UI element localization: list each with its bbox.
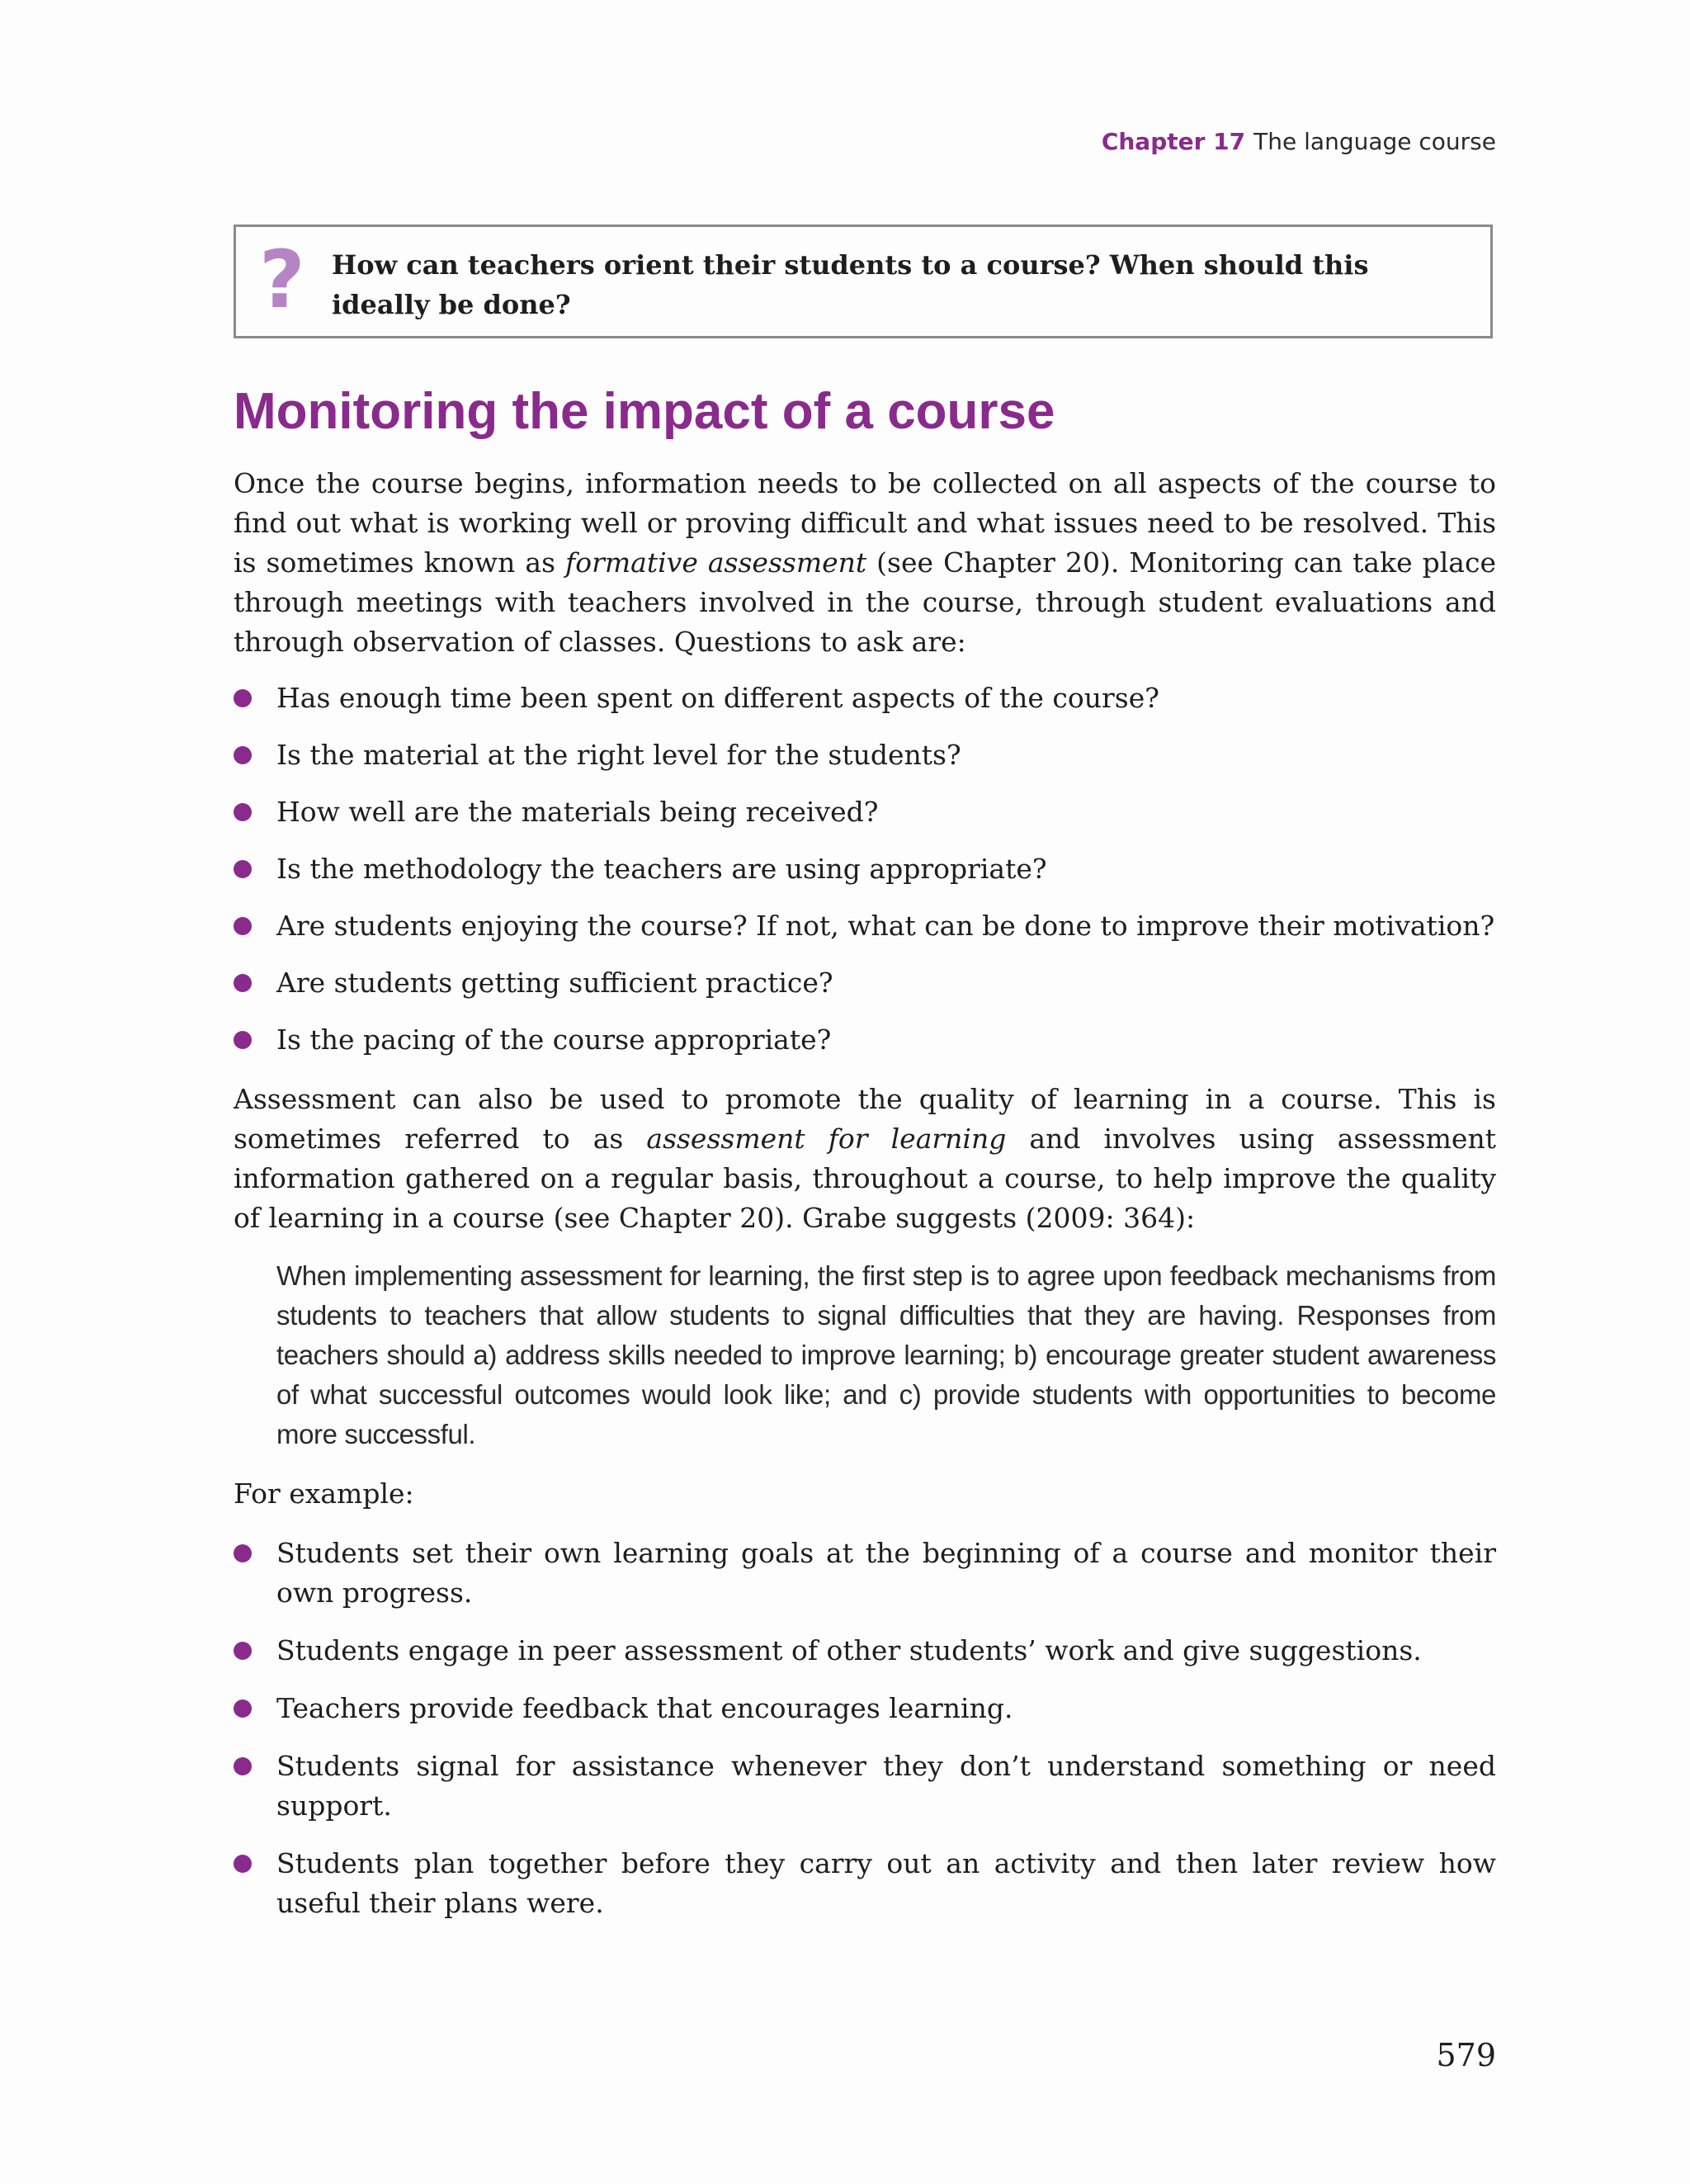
term-formative-assessment: formative assessment	[565, 546, 867, 579]
reflection-question-text: How can teachers orient their students to a course? When should this ideally be done?	[332, 249, 1369, 320]
page-number: 579	[1436, 2037, 1496, 2073]
list-item-text: Are students getting sufficient practice?	[276, 967, 833, 999]
list-item	[234, 735, 1496, 775]
list-item	[234, 906, 1496, 946]
list-item	[234, 963, 1496, 1003]
list-item	[234, 1844, 1496, 1923]
list-item-text: Is the pacing of the course appropriate?	[276, 1023, 832, 1056]
paragraph-for-example: For example:	[234, 1477, 414, 1510]
chapter-label: Chapter 17	[1101, 128, 1246, 155]
list-item-text: Is the material at the right level for the students?	[276, 739, 961, 771]
bullet-icon	[234, 689, 252, 707]
question-mark-icon: ?	[259, 234, 305, 326]
list-item	[234, 1020, 1496, 1060]
paragraph-text: (see Chapter 20). Monitoring can take place through meetings with teachers involved in the course, through student evaluations and through observation of classes. Questions to ask are:	[234, 546, 1496, 658]
bullet-icon	[234, 1855, 252, 1873]
list-item-text: Is the methodology the teachers are using appropriate?	[276, 853, 1047, 885]
running-head	[1102, 128, 1496, 155]
chapter-title: The language course	[1253, 128, 1496, 155]
examples-list	[234, 1534, 1496, 1941]
reflection-question-box	[234, 225, 1493, 338]
list-item	[234, 1747, 1496, 1826]
list-item	[234, 678, 1496, 718]
list-item	[234, 792, 1496, 832]
monitoring-questions-list	[234, 678, 1496, 1077]
bullet-icon	[234, 974, 252, 992]
paragraph-text: Assessment can also be used to promote the quality of learning in a course. This is sometimes referred to as	[234, 1083, 1496, 1155]
bullet-icon	[234, 860, 252, 878]
list-item	[234, 1689, 1496, 1728]
bullet-icon	[234, 1544, 252, 1562]
paragraph-text: and involves using assessment information gathered on a regular basis, throughout a course, to help improve the quality of learning in a course (see Chapter 20). Grabe suggests (2009: 364):	[234, 1123, 1496, 1234]
list-item-text: Has enough time been spent on different aspects of the course?	[276, 682, 1159, 714]
bullet-icon	[234, 917, 252, 935]
paragraph-formative-assessment	[234, 464, 1496, 662]
section-heading: Monitoring the impact of a course	[234, 383, 1055, 440]
bullet-icon	[234, 746, 252, 764]
paragraph-assessment-for-learning	[234, 1080, 1496, 1238]
list-item-text: Students signal for assistance whenever they don’t understand something or need support.	[276, 1750, 1496, 1822]
list-item-text: Students plan together before they carry out an activity and then later review how useful their plans were.	[276, 1847, 1496, 1919]
paragraph-text: Once the course begins, information needs to be collected on all aspects of the course to find out what is working well or proving difficult and what issues need to be resolved. This is sometimes known as	[234, 467, 1496, 579]
term-assessment-for-learning: assessment for learning	[646, 1123, 1007, 1155]
bullet-icon	[234, 1699, 252, 1718]
list-item	[234, 1631, 1496, 1671]
block-quote: When implementing assessment for learning, the first step is to agree upon feedback mechanisms from students to teachers that allow students to signal difficulties that they are having. Responses from teachers should a) address skills needed to improve learning; b) encourage greater student awareness of what successful outcomes would look like; and c) provide students with opportunities to become more successful.	[276, 1260, 1496, 1449]
bullet-icon	[234, 1642, 252, 1660]
list-item-text: Students engage in peer assessment of other students’ work and give suggestions.	[276, 1634, 1422, 1666]
bullet-icon	[234, 1757, 252, 1775]
bullet-icon	[234, 1031, 252, 1049]
list-item	[234, 849, 1496, 889]
list-item-text: Students set their own learning goals at the beginning of a course and monitor their own progress.	[276, 1537, 1496, 1609]
bullet-icon	[234, 803, 252, 821]
list-item-text: Are students enjoying the course? If not, what can be done to improve their motivation?	[276, 910, 1495, 942]
list-item-text: Teachers provide feedback that encourages learning.	[276, 1692, 1013, 1724]
list-item-text: How well are the materials being received?	[276, 796, 879, 828]
list-item	[234, 1534, 1496, 1613]
